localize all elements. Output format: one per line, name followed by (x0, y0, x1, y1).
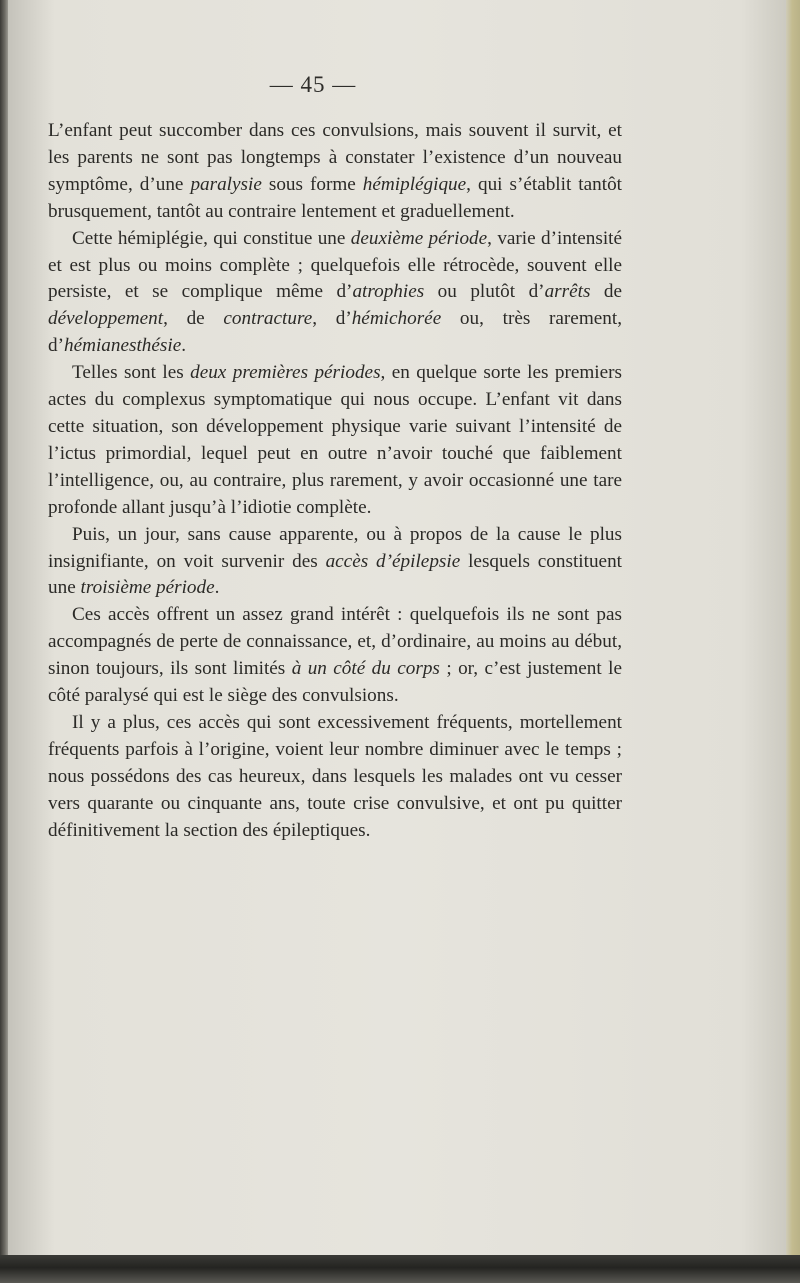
italic-text: contracture (223, 308, 313, 330)
paragraph-2 (48, 226, 622, 361)
text-run: , d’ (312, 308, 352, 330)
text-run: Il y a plus, ces accès qui sont excessivement fréquents, mortellement fréquents parfois à l’origine, voient leur nombre diminuer avec le temps ; nous possédons des cas heureux, dans lesquels les malades ont vu cesser vers quarante ou cinquante ans, toute crise convulsive, et ont pu quitter définitivement la section des épileptiques. (48, 711, 622, 841)
paragraph-1 (48, 118, 622, 226)
italic-text: deuxième période (350, 227, 488, 249)
book-page (8, 0, 788, 1255)
text-run: L’enfant peut succomber dans ces convulsions, mais souvent il survit, et les parents ne sont pas longtemps à constater l’existence d’un nouveau symptôme, d’une (48, 120, 622, 195)
book-bottom-shadow (0, 1255, 800, 1283)
text-run: , qui s’établit tantôt brusquement, tantôt au contraire lentement et graduellement. (48, 173, 622, 222)
text-run: ou, très rarement, d’ (48, 308, 622, 357)
text-run: Telles sont les (72, 362, 191, 384)
italic-text: paralysie (190, 173, 262, 195)
text-run: ; or, c’est justement le côté paralysé qui est le siège des convulsions. (48, 658, 622, 707)
text-run: de (590, 281, 622, 303)
italic-text: arrêts (544, 281, 591, 303)
italic-text: hémichorée (351, 308, 442, 330)
italic-text: développement (48, 308, 164, 330)
paragraph-3 (48, 360, 622, 521)
text-run: sous forme (261, 173, 363, 195)
paragraph-4 (48, 522, 622, 603)
text-run: Cette hémiplégie, qui constitue une (72, 227, 351, 249)
italic-text: hémiplégique (362, 173, 467, 195)
italic-text: hémianesthésie (63, 335, 182, 357)
page-edge (786, 0, 800, 1283)
body-text (48, 118, 622, 844)
book-spine-shadow (0, 0, 8, 1283)
italic-text: deux premières périodes (190, 362, 381, 384)
text-run: . (214, 577, 220, 599)
italic-text: accès d’épilepsie (325, 550, 461, 572)
text-run: Ces accès offrent un assez grand intérêt : quelquefois ils ne sont pas accompagnés de perte de connaissance, et, d’ordinaire, au moins au début, sinon toujours, ils sont limités (48, 604, 622, 680)
paragraph-5 (48, 602, 622, 710)
paragraph-6 (48, 710, 622, 845)
italic-text: atrophies (352, 281, 425, 303)
text-run: , en quelque sorte les premiers actes du complexus symptomatique qui nous occupe. L’enfant vit dans cette situation, son développement physique varie suivant l’intensité de l’ictus primordial, lequel peut en outre n’avoir touché que faiblement l’intelligence, ou, au contraire, plus rarement, y avoir occasionné une tare profonde allant jusqu’à l’idiotie complète. (48, 362, 622, 518)
text-run: ou plutôt d’ (424, 281, 545, 303)
text-run: . (181, 335, 187, 357)
italic-text: troisième période (80, 577, 215, 599)
text-run: , varie d’intensité et est plus ou moins complète ; quelquefois elle rétrocède, souvent elle persiste, et se complique même d’ (48, 227, 622, 303)
page-number: — 45 — (269, 72, 357, 97)
text-run: Puis, un jour, sans cause apparente, ou à propos de la cause le plus insignifiante, on voit survenir des (48, 523, 622, 572)
text-run: lesquels constituent une (48, 550, 622, 599)
italic-text: à un côté du corps (291, 658, 440, 680)
text-run: , de (163, 308, 224, 330)
